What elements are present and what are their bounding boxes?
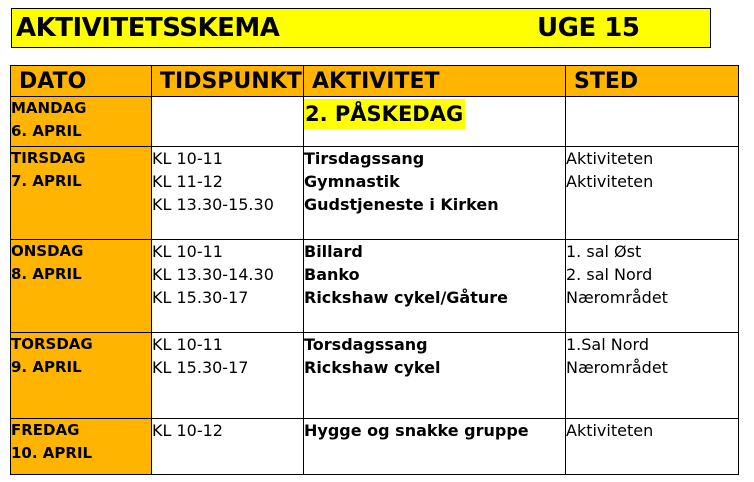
date: 7. APRIL (11, 172, 82, 190)
time-entry: KL 10-11 (152, 242, 223, 261)
table-row (11, 240, 739, 333)
place-cell (566, 97, 739, 147)
day-cell (11, 240, 152, 333)
time-entry: KL 10-12 (152, 421, 223, 440)
column-header-place: STED (566, 66, 739, 97)
time-entry: KL 15.30-17 (152, 288, 249, 307)
activity-cell (304, 240, 566, 333)
week-label: UGE 15 (537, 13, 640, 43)
place-entry: 1. sal Øst (566, 242, 642, 261)
activity-entry: Hygge og snakke gruppe (304, 421, 529, 440)
time-entry: KL 10-11 (152, 149, 223, 168)
place-cell (566, 240, 739, 333)
place-entry: Nærområdet (566, 288, 668, 307)
time-cell (152, 240, 304, 333)
column-header-activity: AKTIVITET (304, 66, 566, 97)
place-entry: Nærområdet (566, 358, 668, 377)
column-header-date: DATO (11, 66, 152, 97)
place-cell (566, 419, 739, 475)
place-entry: Aktiviteten (566, 172, 654, 191)
weekday: TORSDAG (11, 335, 93, 353)
time-entry: KL 10-11 (152, 335, 223, 354)
activity-entry: Tirsdagssang (304, 149, 425, 168)
date: 9. APRIL (11, 358, 82, 376)
activity-entry: Banko (304, 265, 360, 284)
schedule-title: AKTIVITETSSKEMA (16, 13, 280, 43)
activity-entry: Rickshaw cykel/Gåture (304, 288, 509, 307)
title-bar (11, 8, 711, 48)
activity-entry: Rickshaw cykel (304, 358, 441, 377)
day-cell (11, 419, 152, 475)
table-row (11, 147, 739, 240)
activity-entry: Torsdagssang (304, 335, 428, 354)
day-cell (11, 97, 152, 147)
time-cell (152, 147, 304, 240)
date: 6. APRIL (11, 122, 82, 140)
weekday: MANDAG (11, 99, 87, 117)
activity-cell (304, 97, 566, 147)
place-entry: Aktiviteten (566, 421, 654, 440)
table-row (11, 333, 739, 419)
column-header-time: TIDSPUNKT (152, 66, 304, 97)
date: 10. APRIL (11, 444, 93, 462)
table-row (11, 419, 739, 475)
time-cell (152, 333, 304, 419)
place-entry: 2. sal Nord (566, 265, 653, 284)
weekday: ONSDAG (11, 242, 84, 260)
day-cell (11, 333, 152, 419)
time-entry: KL 11-12 (152, 172, 223, 191)
weekday: TIRSDAG (11, 149, 86, 167)
time-entry: KL 15.30-17 (152, 358, 249, 377)
place-entry: Aktiviteten (566, 149, 654, 168)
weekday: FREDAG (11, 421, 80, 439)
date: 8. APRIL (11, 265, 82, 283)
activity-cell (304, 419, 566, 475)
table-row (11, 97, 739, 147)
activity-entry: Billard (304, 242, 363, 261)
activity-cell (304, 333, 566, 419)
activity-entry: Gudstjeneste i Kirken (304, 195, 499, 214)
place-entry: 1.Sal Nord (566, 335, 649, 354)
place-cell (566, 333, 739, 419)
schedule-table (10, 65, 739, 475)
place-cell (566, 147, 739, 240)
time-entry: KL 13.30-15.30 (152, 195, 274, 214)
day-cell (11, 147, 152, 240)
holiday-label: 2. PÅSKEDAG (304, 99, 465, 129)
time-entry: KL 13.30-14.30 (152, 265, 274, 284)
header-row (11, 66, 739, 97)
activity-cell (304, 147, 566, 240)
time-cell (152, 419, 304, 475)
activity-entry: Gymnastik (304, 172, 400, 191)
time-cell (152, 97, 304, 147)
